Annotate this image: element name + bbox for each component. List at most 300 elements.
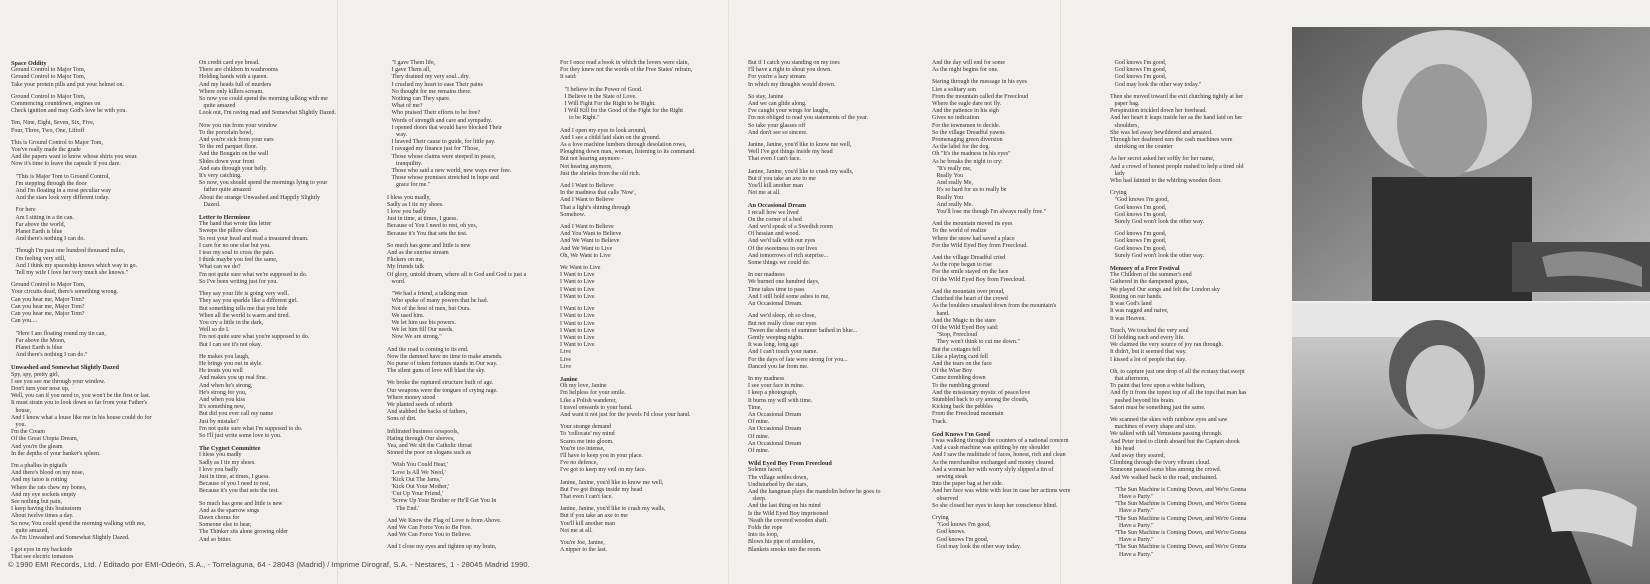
lyric-line: "The Sun Machine is Coming Down, and We're Gonna bbox=[1110, 544, 1247, 551]
lyric-line: That even I can't face. bbox=[748, 156, 801, 163]
lyric-line: Crying bbox=[932, 514, 949, 521]
lyric-line: I've no defence, bbox=[560, 460, 598, 467]
lyric-line: And don't see so sincere. bbox=[748, 129, 808, 136]
lyric-line: Time, bbox=[748, 404, 762, 411]
lyric-line: It didn't, but it seemed that way. bbox=[1110, 349, 1187, 356]
lyric-line: He makes you laugh, bbox=[199, 353, 250, 360]
lyric-line: And the stars look very different today. bbox=[11, 195, 110, 202]
lyric-line: To 'collocate' my mind bbox=[560, 431, 615, 438]
lyric-line: Look out, I'm raving mad and Somewhat Slightly Dazed. bbox=[199, 110, 337, 117]
lyric-line: And We walked back to the road, unchained. bbox=[1110, 474, 1218, 481]
lyric-line: We burned one hundred days, bbox=[748, 279, 820, 286]
lyric-line: In our madness bbox=[748, 272, 785, 279]
lyric-line: 'Kick Out The Jams,' bbox=[387, 476, 442, 483]
lyric-line: An Occasional Dream bbox=[748, 411, 802, 418]
lyric-line: And I can't touch your name. bbox=[748, 349, 818, 356]
lyric-line: You'll lose me though I'm always really free." bbox=[932, 209, 1047, 216]
lyric-line: But if you take an axe to me bbox=[748, 175, 816, 182]
lyric-line: No thought for me remains there. bbox=[387, 88, 472, 95]
lyric-line: Am I sitting in a tin can. bbox=[11, 214, 74, 221]
lyric-line: Of the Great Utopia Dream, bbox=[11, 436, 79, 443]
lyric-line: And you're the gleam bbox=[11, 443, 63, 450]
lyric-line: And the mountain moved its eyes bbox=[932, 221, 1013, 228]
lyric-line: As the rope began to rise bbox=[932, 262, 992, 269]
lyric-line: Crying bbox=[1110, 190, 1127, 197]
lyric-line: I'm not quite sure what I'm supposed to do. bbox=[199, 425, 303, 432]
lyric-line: Janine, Janine, you'd like to crash my walls, bbox=[560, 506, 666, 513]
lyric-line: "I gave Them life, bbox=[387, 60, 436, 66]
lyric-line: that afternoon, bbox=[1110, 375, 1150, 382]
lyric-line: Just by mistake? bbox=[199, 418, 239, 425]
lyric-line: Where only killers scream. bbox=[199, 88, 264, 95]
lyric-line: And a crowd of honest people rushed to help a tired old bbox=[1110, 163, 1244, 170]
lyric-line: And as the sunrise stream bbox=[387, 250, 449, 257]
lyric-line: Live bbox=[560, 356, 571, 363]
lyric-line: In which my thoughts would drown. bbox=[748, 81, 836, 88]
lyric-line: And You Want to Believe bbox=[560, 231, 622, 238]
lyric-line: Check ignition and may God's love be with you. bbox=[11, 108, 127, 115]
lyric-line: As her secret asked her softly for her name, bbox=[1110, 156, 1215, 163]
lyric-line: Oh my love, Janine bbox=[560, 383, 607, 390]
lyric-line: I braved Their cause to guide, for little pay. bbox=[387, 139, 496, 146]
lyric-line: I see you see me through your window. bbox=[11, 378, 106, 385]
lyric-line: To the world of realize bbox=[932, 228, 987, 235]
lyric-line: "I believe in the Power of Good. bbox=[560, 86, 643, 93]
lyric-line: Of the Wild Eyed Boy said: bbox=[932, 324, 999, 331]
lyric-line: Really You bbox=[932, 194, 964, 201]
lyric-line: And the tears on the face bbox=[932, 360, 992, 367]
lyric-line: 'Cut Up Your Friend,' bbox=[387, 491, 443, 498]
song-title: Janine bbox=[560, 375, 578, 383]
lyric-line: Just in time, at times, I guess. bbox=[199, 473, 270, 480]
lyric-line: As the boulders smashed down from the mountain's bbox=[932, 303, 1057, 310]
lyric-line: And I Want to Believe bbox=[560, 197, 614, 204]
lyric-line: Because it's You that sets the test. bbox=[387, 230, 468, 237]
lyric-line: Where the eagle dare not fly. bbox=[932, 101, 1002, 108]
lyric-line: To the porcelain bowl, bbox=[199, 129, 253, 136]
lyric-line: You'll kill another man bbox=[748, 183, 803, 190]
lyric-line: Came trembling down bbox=[932, 375, 986, 382]
lyric-line: And fly it from the topest top of all the tops that man has bbox=[1110, 390, 1247, 397]
lyric-line: We scanned the skies with rainbow eyes and saw bbox=[1110, 416, 1228, 423]
lyric-line: Then she moved toward the exit clutching tightly at her bbox=[1110, 93, 1244, 100]
lyric-line: So now, you should spend the mornings lying to your bbox=[199, 180, 328, 187]
lyric-line: I Want to Live bbox=[560, 272, 595, 279]
lyric-line: Surely God won't look the other way. bbox=[1110, 219, 1205, 226]
lyric-line: And I close my eyes and tighten up my brain, bbox=[387, 544, 497, 551]
lyric-line: Janine, Janine, you'd like to crash my walls, bbox=[748, 168, 854, 175]
lyric-line: But something tells me that you hide bbox=[199, 305, 288, 312]
lyrics-column-1 bbox=[11, 60, 191, 561]
lyric-line: As I'm Unwashed and Somewhat Slightly Dazed. bbox=[11, 534, 130, 541]
lyric-line: Who had fainted to the whirling wooden floor. bbox=[1110, 178, 1222, 185]
lyric-line: I Want to Live bbox=[560, 279, 595, 286]
lyric-line: Because it's you that sets the test. bbox=[199, 488, 279, 495]
lyric-line: Of holding each and every life. bbox=[1110, 334, 1185, 341]
lyric-line: Have a Party." bbox=[1110, 493, 1154, 500]
lyric-line: So much has gone and little is new bbox=[387, 242, 471, 249]
lyric-line: But did you ever call my name bbox=[199, 411, 273, 418]
lyric-line: A nipper to the last. bbox=[560, 547, 608, 554]
lyric-line: Touch, We touched the very soul bbox=[1110, 327, 1189, 334]
lyric-line: pushed beyond his brain. bbox=[1110, 397, 1175, 404]
lyric-line: So stay, Janine bbox=[748, 93, 784, 100]
lyric-line: "God knows I'm good, bbox=[1110, 197, 1169, 204]
lyric-line: Hating through Our sleeves, bbox=[387, 435, 455, 442]
song-title: The Cygnet Committee bbox=[199, 445, 261, 453]
lyric-line: Nothing can They spare. bbox=[387, 96, 451, 103]
lyric-line: It was ragged and naive, bbox=[1110, 308, 1169, 315]
lyric-line: Into its loop, bbox=[748, 532, 779, 539]
lyric-line: And the road is coming to its end. bbox=[387, 346, 469, 353]
lyric-line: Where the rats chew my bones, bbox=[11, 484, 87, 491]
copyright-line: © 1990 EMI Records, Ltd. / Editado por EMI-Odeón, S.A., - Torrelaguna, 64 - 28043 (Madrid) / Imprime Dirograf, S.A. - Nestares, 1 - 28045 Madrid 1990. bbox=[8, 560, 530, 569]
lyric-line: It's so hard for us to really be bbox=[932, 187, 1007, 194]
lyric-line: Ground Control to Major Tom, bbox=[11, 74, 86, 81]
lyric-line: We let him fill Our needs. bbox=[387, 327, 454, 334]
lyric-line: And I know what a louse like me in his house could do for bbox=[11, 414, 152, 421]
artist-photo-illustration bbox=[1292, 27, 1650, 584]
lyric-line: And the papers want to know whose shirts you wear. bbox=[11, 154, 138, 161]
lyric-line: Have a Party." bbox=[1110, 537, 1154, 544]
lyric-line: "Here I am floating round my tin can, bbox=[11, 330, 106, 337]
lyric-line: For the Wild Eyed Boy from Freecloud. bbox=[932, 242, 1028, 249]
lyric-line: And We Know the Flag of Love is from Above. bbox=[387, 517, 502, 524]
lyric-line: Satori must be something just the same. bbox=[1110, 404, 1206, 411]
lyric-line: hand. bbox=[932, 310, 950, 317]
lyric-line: To the red parquet floor. bbox=[199, 144, 258, 151]
lyric-line: And the last thing on his mind bbox=[748, 503, 821, 510]
lyric-line: Like a playing card fell bbox=[932, 353, 988, 360]
lyric-line: I'm not quite sure what you're supposed to do. bbox=[199, 334, 310, 341]
lyric-line: I'm helpless for your smile. bbox=[560, 390, 626, 397]
lyric-line: He's strong for you, bbox=[199, 389, 247, 396]
lyrics-column-4 bbox=[560, 60, 735, 555]
lyric-line: Far above the world, bbox=[11, 221, 66, 228]
lyric-line: As the label for the dog. bbox=[932, 144, 990, 151]
lyric-line: Planet Earth is blue bbox=[11, 229, 63, 236]
lyric-line: For the townsmen to decide. bbox=[932, 122, 1001, 129]
lyric-line: The hand that wrote this letter bbox=[199, 221, 272, 228]
lyric-line: In the madness that calls 'Now', bbox=[560, 190, 636, 197]
lyric-line: On credit card eye bread. bbox=[199, 60, 260, 66]
lyric-line: God knows I'm good, bbox=[1110, 60, 1167, 66]
song-title: Unwashed and Somewhat Slightly Dazed bbox=[11, 364, 119, 372]
lyric-line: An Occasional Dream bbox=[748, 426, 802, 433]
lyric-line: I'm stepping through the door bbox=[11, 180, 87, 187]
lyric-line: Slides down your front bbox=[199, 158, 255, 165]
lyric-line: Perspiration trickled down her forehead. bbox=[1110, 108, 1207, 115]
lyric-line: Now We are strong." bbox=[387, 334, 442, 341]
lyric-line: We played Our songs and felt the London sky bbox=[1110, 286, 1220, 293]
lyric-line: I Want to Live bbox=[560, 334, 595, 341]
lyric-line: Who spoke of many powers that he had. bbox=[387, 298, 489, 305]
lyric-line: Well, you can if you need to, you won't be the first or last. bbox=[11, 393, 151, 400]
lyric-line: Ploughing down man, woman, listening to its command. bbox=[560, 149, 696, 156]
lyric-line: Not hearing anymore, bbox=[560, 163, 613, 170]
lyric-line: We broke the ruptured structure built of age. bbox=[387, 380, 494, 387]
lyric-line: I Want to Live bbox=[560, 313, 595, 320]
lyric-line: I'm not quite sure what we're supposed to do. bbox=[199, 271, 308, 278]
song-title: Wild Eyed Boy From Freecloud bbox=[748, 460, 832, 468]
lyric-line: I ravaged my finance just for 'Those, bbox=[387, 146, 480, 153]
lyrics-column-3 bbox=[387, 60, 559, 555]
lyric-line: I see your face in mine. bbox=[748, 383, 805, 390]
lyric-line: Have a Party." bbox=[1110, 508, 1154, 515]
lyric-line: And there's nothing I can do. bbox=[11, 236, 85, 243]
lyric-line: Infiltrated business cesspools, bbox=[387, 428, 459, 435]
lyric-line: When all the world is warm and tired. bbox=[199, 312, 290, 319]
lyric-line: Dazed. bbox=[199, 201, 221, 208]
lyric-line: paper bag. bbox=[1110, 101, 1140, 108]
lyric-line: But not really close our eyes bbox=[748, 320, 817, 327]
lyric-line: Somehow. bbox=[560, 211, 586, 218]
lyric-line: He brings you out in style. bbox=[199, 360, 263, 367]
lyric-line: Undisturbed by the stars, bbox=[748, 481, 808, 488]
lyric-line: Of the Wild Eyed Boy from Freecloud. bbox=[932, 276, 1026, 283]
lyric-line: Some things we could do. bbox=[748, 260, 811, 267]
lyric-line: Can you hear me, Major Tom? bbox=[11, 303, 85, 310]
lyric-line: What of me? bbox=[387, 103, 423, 110]
lyric-line: Yea, and We slit the Catholic throat bbox=[387, 442, 472, 449]
song-title: Space Oddity bbox=[11, 60, 47, 67]
lyric-line: In my madness bbox=[748, 375, 785, 382]
lyric-line: I bless you madly bbox=[199, 452, 242, 459]
lyric-line: Can you hear me, Major Tom? bbox=[11, 311, 85, 318]
lyric-line: lady bbox=[1110, 170, 1125, 177]
lyric-line: Of the Wise Boy bbox=[932, 368, 973, 375]
lyric-line: And when he's strong, bbox=[199, 382, 253, 389]
lyric-line: And I Want to Believe bbox=[560, 224, 614, 231]
lyric-line: I keep a photograph, bbox=[748, 390, 798, 397]
lyric-line: We talked with tall Venusians passing through. bbox=[1110, 431, 1223, 438]
lyric-line: And I open my eyes to look around, bbox=[560, 127, 647, 134]
lyric-line: From the mountain called the Freecloud bbox=[932, 93, 1029, 100]
lyric-line: We let him use his powers. bbox=[387, 319, 457, 326]
lyric-line: Take your protein pills and put your helmet on. bbox=[11, 81, 125, 88]
lyric-line: And I still hold some ashes to me, bbox=[748, 293, 830, 300]
lyric-line: But not hearing anymore - bbox=[560, 156, 624, 163]
lyric-line: They say you sparkle like a different girl. bbox=[199, 298, 299, 305]
lyric-line: God knows I'm good, bbox=[1110, 204, 1167, 211]
lyric-line: But I've got things inside my head bbox=[560, 486, 643, 493]
lyric-line: The silent guns of love will blast the sky. bbox=[387, 368, 486, 375]
lyric-line: And so bitter. bbox=[199, 536, 232, 543]
lyric-line: Gathered in the dampened grass, bbox=[1110, 279, 1189, 286]
lyric-line: And the hangman plays the mandolin before he goes to bbox=[748, 488, 881, 495]
lyric-line: An Occasional Dream. bbox=[748, 301, 803, 308]
lyric-line: Your circuits dead, there's something wrong. bbox=[11, 289, 118, 296]
lyric-line: As the merchandise exchanged and money cleared. bbox=[932, 459, 1055, 466]
lyric-line: And We Can Force You to Believe. bbox=[387, 532, 472, 539]
lyric-line: And makes you up real fine. bbox=[199, 375, 267, 382]
lyric-line: And want it not just for the jewels I'd close your hand. bbox=[560, 411, 691, 418]
lyric-line: sleep. bbox=[748, 496, 767, 503]
lyric-line: Really You bbox=[932, 173, 964, 180]
lyric-line: So I'll just write some love to you. bbox=[199, 432, 282, 439]
lyric-line: I Want to Live bbox=[560, 320, 595, 327]
lyric-line: On the corner of a bed bbox=[748, 216, 802, 223]
lyric-line: I Want to Live bbox=[560, 306, 595, 313]
lyric-line: Janine, Janine, you'd like to know me well, bbox=[748, 142, 852, 149]
lyric-line: I Believe in the State of Love. bbox=[560, 93, 637, 100]
lyric-line: But if you take an axe to me bbox=[560, 513, 628, 520]
lyric-line: Just the shrieks from the old rich. bbox=[560, 170, 641, 177]
lyric-line: It was God's land bbox=[1110, 301, 1152, 308]
lyric-line: quite amazed bbox=[199, 103, 236, 110]
lyric-line: Those whose promises stretched in hope and bbox=[387, 175, 499, 182]
lyric-line: It must strain you to look down so far from your Father's bbox=[11, 400, 148, 407]
lyric-line: I gave Them all, bbox=[387, 67, 431, 74]
lyric-line: It was long, long ago bbox=[748, 342, 799, 349]
lyric-line: Ground Control to Major Tom, bbox=[11, 282, 86, 289]
lyric-line: Not me at all. bbox=[560, 527, 593, 534]
lyric-line: word. bbox=[387, 278, 406, 285]
lyric-line: God knows I'm good, bbox=[1110, 245, 1167, 252]
lyric-line: What can we do? bbox=[199, 264, 241, 271]
lyric-line: And tomorrows of rich surprise... bbox=[748, 252, 829, 259]
lyric-line: Janine, Janine, you'd like to know me well, bbox=[560, 479, 664, 486]
lyric-line: Oh "It's the madness in his eyes" bbox=[932, 151, 1011, 158]
lyric-line: And my heads full of murders bbox=[199, 81, 272, 88]
lyric-line: And stabbed the backs of fathers, bbox=[387, 409, 467, 416]
lyric-line: Solemn faced, bbox=[748, 467, 783, 474]
lyric-line: They say your life is going very well. bbox=[199, 291, 289, 298]
lyric-line: Live bbox=[560, 363, 571, 370]
lyric-line: This is Ground Control to Major Tom, bbox=[11, 139, 103, 146]
lyric-line: quite amazed, bbox=[11, 527, 49, 534]
lyric-line: See nothing but pain, bbox=[11, 498, 62, 505]
lyric-line: So much has gone and little is new bbox=[199, 500, 283, 507]
lyric-line: In the depths of your banker's spleen. bbox=[11, 450, 101, 457]
lyrics-column-2 bbox=[199, 60, 369, 555]
lyric-line: For the smile stayed on the face bbox=[932, 269, 1009, 276]
lyric-line: Climbing through the ivory vibrant cloud. bbox=[1110, 460, 1211, 467]
lyric-line: Ground Control to Major Tom, bbox=[11, 67, 86, 74]
lyric-line: grace for me." bbox=[387, 182, 431, 189]
lyric-line: About twelve times a day. bbox=[11, 513, 74, 520]
lyric-line: Now it's time to leave the capsule if you dare. bbox=[11, 161, 121, 168]
lyric-line: Stumbled back to cry among the clouds, bbox=[932, 396, 1029, 403]
lyrics-column-6 bbox=[932, 60, 1120, 555]
lyric-line: That even I can't face. bbox=[560, 493, 613, 500]
lyric-line: Sadly as I tie my shoes. bbox=[199, 459, 256, 466]
lyric-line: And We Want to Believe bbox=[560, 238, 620, 245]
lyric-line: Flickers on me, bbox=[387, 257, 425, 264]
lyric-line: you. bbox=[11, 421, 26, 428]
lyric-line: God knows. bbox=[932, 529, 966, 536]
lyric-line: They won't think to cut me down." bbox=[932, 339, 1020, 346]
lyric-line: I kissed a lot of people that day. bbox=[1110, 356, 1187, 363]
lyric-line: father quite amazed bbox=[199, 187, 251, 194]
lyric-line: Spy, spy, pretty girl, bbox=[11, 371, 60, 378]
lyric-line: You're Joe, Janine, bbox=[560, 539, 605, 546]
lyric-line: observed bbox=[932, 495, 959, 502]
lyric-line: There are children in washrooms bbox=[199, 67, 278, 74]
lyric-line: Those who said a new world, new ways ever free. bbox=[387, 168, 512, 175]
lyric-line: And her face was white with fear in case her actions were bbox=[932, 488, 1071, 495]
lyric-line: Can you.... bbox=[11, 318, 38, 325]
lyric-line: It's something new, bbox=[199, 404, 246, 411]
lyric-line: God may look the other way today. bbox=[932, 543, 1021, 550]
lyric-line: Folds the rope bbox=[748, 524, 783, 531]
lyric-line: And there's blood on my nose, bbox=[11, 470, 85, 477]
lyric-line: And as the sparrow sings bbox=[199, 507, 260, 514]
lyric-line: And the Magic in the stare bbox=[932, 317, 996, 324]
artist-photo bbox=[1292, 27, 1650, 584]
lyric-line: And Peter tried to climb aboard but the Captain shook bbox=[1110, 438, 1240, 445]
lyric-line: Now the damned have no time to make amends. bbox=[387, 353, 503, 360]
lyric-line: For they knew not the words of the Free States' refrain, bbox=[560, 67, 693, 74]
lyric-line: For I once read a book in which the lovers were slain, bbox=[560, 60, 689, 66]
lyric-line: shrieking on the counter bbox=[1110, 144, 1173, 151]
lyric-line: My friends talk bbox=[387, 264, 424, 271]
lyric-line: And eats through your belly. bbox=[199, 165, 268, 172]
lyric-line: I Want to Live bbox=[560, 342, 595, 349]
lyric-line: Of glory, untold dream, where all is God and God is just a bbox=[387, 271, 527, 278]
lyric-line: The village settles down, bbox=[748, 474, 808, 481]
lyric-line: Through her deafened ears the cash machines were bbox=[1110, 137, 1233, 144]
lyric-line: You'll kill another man bbox=[560, 520, 615, 527]
lyric-line: And a cash machine was spitting by my shoulder bbox=[932, 445, 1050, 452]
lyric-line: But if I catch you standing on my toes bbox=[748, 60, 840, 66]
lyric-line: We planted seeds of rebirth bbox=[387, 401, 453, 408]
lyric-line: I'll have to keep you in your place. bbox=[560, 452, 644, 459]
lyric-line: 'Neath the covered wooden shaft. bbox=[748, 517, 828, 524]
lyric-line: He treats you well bbox=[199, 368, 243, 375]
lyric-line: Promenaging green diversion bbox=[932, 137, 1003, 144]
lyric-line: It burns my will with time. bbox=[748, 397, 813, 404]
lyric-line: So rest your head and read a treasured dream. bbox=[199, 235, 309, 242]
lyric-line: Like a Polish wanderer, bbox=[560, 397, 617, 404]
lyric-line: 'Tween the sheets of summer bathed in blue... bbox=[748, 327, 858, 334]
lyric-line: And the missionary mystic of peace/love bbox=[932, 389, 1031, 396]
lyric-line: And away they soared, bbox=[1110, 452, 1165, 459]
lyric-line: And the mountain over proud, bbox=[932, 288, 1005, 295]
lyric-line: Gives no indication bbox=[932, 115, 979, 122]
lyric-line: his head bbox=[1110, 445, 1135, 452]
lyric-line: You've really made the grade bbox=[11, 147, 81, 154]
lyric-line: "Stop, Freecloud bbox=[932, 332, 977, 339]
lyric-line: I've caught your wings for laughs, bbox=[748, 108, 830, 115]
lyric-line: Surely God won't look the other way. bbox=[1110, 252, 1205, 259]
lyric-line: I opened doors that would have blocked Their bbox=[387, 124, 502, 131]
lyric-line: Commencing countdown, engines on bbox=[11, 101, 101, 108]
lyric-line: God knows I'm good, bbox=[1110, 211, 1167, 218]
lyric-line: Where money stood bbox=[387, 394, 436, 401]
lyric-line: Our weapons were the tongues of crying rage. bbox=[387, 387, 498, 394]
lyric-line: So take your glasses off bbox=[748, 122, 806, 129]
lyric-line: For you're a lazy stream bbox=[748, 74, 806, 81]
lyric-line: Of mine. bbox=[748, 447, 770, 454]
lyric-line: I love you badly bbox=[387, 209, 427, 216]
lyric-line: And we'd talk with our eyes bbox=[748, 238, 816, 245]
lyric-line: The End.' bbox=[387, 505, 420, 512]
lyric-line: "We had a friend, a talking man bbox=[387, 291, 468, 298]
lyric-line: I Will Fight For the Right to be Right. bbox=[560, 101, 656, 108]
lyric-line: Of mine. bbox=[748, 419, 770, 426]
lyric-line: It's very catching. bbox=[199, 173, 242, 180]
lyric-line: sewing steak bbox=[932, 473, 968, 480]
lyric-line: It was Heaven. bbox=[1110, 315, 1146, 322]
lyric-line: And my tatoo is rotting bbox=[11, 477, 67, 484]
lyric-line: Staring through the message in his eyes bbox=[932, 79, 1027, 86]
lyric-line: So the village Dreadful yawns bbox=[932, 129, 1005, 136]
lyric-line: I'll have a right to shout you down. bbox=[748, 67, 832, 74]
lyric-line: Because of you I need to rest, bbox=[199, 481, 271, 488]
lyric-line: Into the paper bag at her side. bbox=[932, 481, 1004, 488]
lyric-line: And I see a child laid slain on the ground. bbox=[560, 134, 661, 141]
